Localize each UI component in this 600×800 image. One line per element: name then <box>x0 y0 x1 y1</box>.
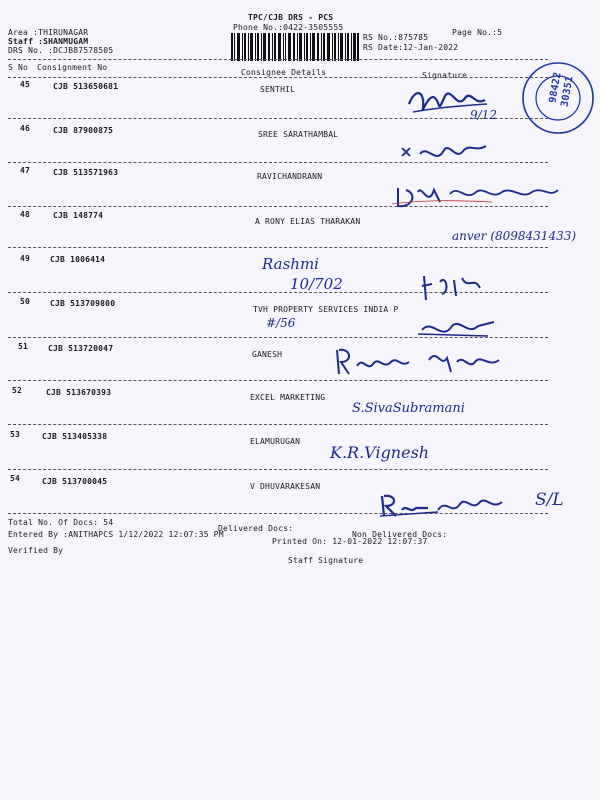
non-delivered-docs: Non Delivered Docs: <box>352 530 448 539</box>
receiver-name: Rashmi <box>262 255 319 273</box>
row-consignment-no: CJB 513700045 <box>42 477 108 486</box>
column-signature: Signature <box>422 71 468 80</box>
row-sno: 51 <box>18 342 29 351</box>
signature-scribble <box>420 272 490 302</box>
signature-scribble <box>398 138 488 168</box>
drs-number: DRS No. :DCJB87578505 <box>8 46 114 55</box>
verified-by: Verified By <box>8 546 64 555</box>
document-title: TPC/CJB DRS - PCS <box>248 13 334 22</box>
staff-signature: Staff Signature <box>288 556 364 565</box>
row-consignee: SENTHIL <box>260 85 296 94</box>
phone-number: Phone No.:0422-3505555 <box>233 23 344 32</box>
row-sno: 46 <box>20 124 31 133</box>
row-consignee: GANESH <box>252 350 283 359</box>
row-consignment-no: CJB 513650681 <box>53 82 119 91</box>
signature-scribble <box>392 180 562 210</box>
row-consignment-no: CJB 87900875 <box>53 126 114 135</box>
row-divider <box>8 424 548 425</box>
row-divider <box>8 380 548 381</box>
total-docs: Total No. Of Docs: 54 <box>8 518 114 527</box>
row-consignment-no: CJB 513405338 <box>42 432 108 441</box>
row-divider <box>8 469 548 470</box>
receiver-note: #/56 <box>266 316 296 330</box>
rs-date: RS Date:12-Jan-2022 <box>363 43 459 52</box>
row-consignee: TVH PROPERTY SERVICES INDIA P <box>253 305 399 314</box>
header-divider-bottom <box>8 77 548 78</box>
row-sno: 54 <box>10 474 21 483</box>
receiver-signature: S.SivaSubramani <box>352 401 465 416</box>
row-sno: 49 <box>20 254 31 263</box>
row-consignee: SREE SARATHAMBAL <box>258 130 339 139</box>
signature-scribble <box>418 316 498 342</box>
rs-number: RS No.:875785 <box>363 33 429 42</box>
column-sno: S No <box>8 63 29 72</box>
row-sno: 52 <box>12 386 23 395</box>
row-consignment-no: CJB 513709800 <box>50 299 116 308</box>
receiver-signature: K.R.Vignesh <box>330 443 430 462</box>
row-consignee: RAVICHANDRANN <box>257 172 323 181</box>
row-consignee: ELAMURUGAN <box>250 437 301 446</box>
entered-by: Entered By :ANITHAPCS 1/12/2022 12:07:35 PM <box>8 530 224 539</box>
signature-scribble <box>333 344 503 378</box>
printed-on: Printed On: 12-01-2022 12:07:37 <box>272 537 428 546</box>
row-consignment-no: CJB 513670393 <box>46 388 112 397</box>
row-consignee: EXCEL MARKETING <box>250 393 326 402</box>
column-consignment: Consignment No <box>37 63 108 72</box>
row-sno: 47 <box>20 166 31 175</box>
row-sno: 53 <box>10 430 21 439</box>
row-consignment-no: CJB 513720047 <box>48 344 114 353</box>
row-divider <box>8 247 548 248</box>
signature-with-phone: anver (8098431433) <box>452 229 577 243</box>
signature-scribble <box>378 490 518 520</box>
delivered-docs: Delivered Docs: <box>218 524 294 533</box>
column-consignee: Consignee Details <box>241 68 327 77</box>
header-divider-top <box>8 59 548 60</box>
staff-label: Staff :SHANMUGAM <box>8 37 89 46</box>
row-consignee: V DHUVARAKESAN <box>250 482 321 491</box>
signature-note: S/L <box>535 490 564 510</box>
receiver-flat: 10/702 <box>290 275 343 293</box>
row-consignment-no: CJB 1006414 <box>50 255 106 264</box>
area-label: Area :THIRUNAGAR <box>8 28 89 37</box>
row-sno: 48 <box>20 210 31 219</box>
row-sno: 45 <box>20 80 31 89</box>
row-consignment-no: CJB 148774 <box>53 211 104 220</box>
row-consignee: A RONY ELIAS THARAKAN <box>255 217 361 226</box>
company-stamp <box>520 60 596 136</box>
barcode <box>231 33 359 61</box>
stamp-number-2: 30351 <box>559 75 576 108</box>
row-consignment-no: CJB 513571963 <box>53 168 119 177</box>
row-sno: 50 <box>20 297 31 306</box>
stamp-number-1: 98422 <box>547 71 564 104</box>
signature-date: 9/12 <box>470 108 497 122</box>
page-number: Page No.:5 <box>452 28 503 37</box>
